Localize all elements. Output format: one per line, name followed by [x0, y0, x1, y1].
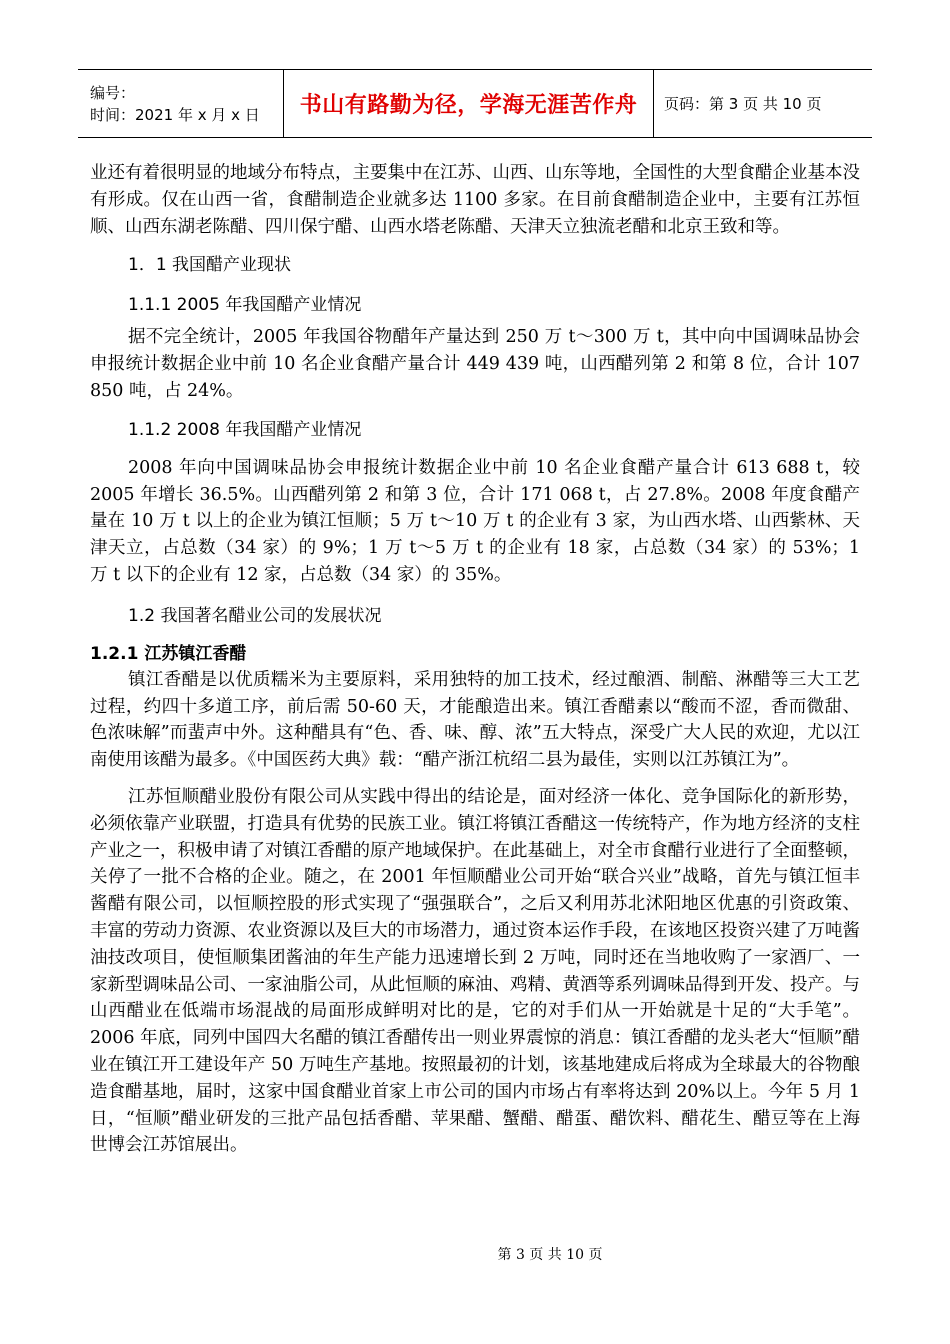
header-page-label: 页码：第 3 页 共 10 页 — [664, 95, 822, 113]
paragraph-2: 据不完全统计，2005 年我国谷物醋年产量达到 250 万 t～300 万 t，其中向中国调味品协会申报统计数据企业中前 10 名企业食醋产量合计 449 439 吨，山西醋列第 2 和第 8 位，合计 107 850 吨，占 24%。 — [90, 327, 860, 401]
header-meta — [78, 70, 283, 137]
paragraph-5: 江苏恒顺醋业股份有限公司从实践中得出的结论是，面对经济一体化、竞争国际化的新形势，必须依靠产业联盟，打造具有优势的民族工业。镇江将镇江香醋这一传统特产，作为地方经济的支柱产业之一，积极申请了对镇江香醋的原产地域保护。在此基础上，对全市食醋行业进行了全面整顿，关停了一批不合格的企业。随之，在 2001 年恒顺醋业公司开始“联合兴业”战略，首先与镇江恒丰酱醋有限公司，以恒顺控股的形式实现了“强强联合”，之后又利用苏北沭阳地区优惠的引资政策、丰富的劳动力资源、农业资源以及巨大的市场潜力，通过资本运作手段，在该地区投资兴建了万吨酱油技改项目，使恒顺集团酱油的年生产能力迅速增长到 2 万吨，同时还在当地收购了一家酒厂、一家新型调味品公司、一家油脂公司，从此恒顺的麻油、鸡精、黄酒等系列调味品得到开发、投产。与山西醋业在低端市场混战的局面形成鲜明对比的是，它的对手们从一开始就是十足的“大手笔”。2006 年底，同列中国四大名醋的镇江香醋传出一则业界震惊的消息：镇江香醋的龙头老大“恒顺”醋业在镇江开工建设年产 50 万吨生产基地。按照最初的计划，该基地建成后将成为全球最大的谷物酿造食醋基地，届时，这家中国食醋业首家上市公司的国内市场占有率将达到 20%以上。今年 5 月 1 日，“恒顺”醋业研发的三批产品包括香醋、苹果醋、蟹醋、醋蛋、醋饮料、醋花生、醋豆等在上海世博会江苏馆展出。 — [90, 786, 860, 1156]
section-heading-1-2: 1.2 我国著名醋业公司的发展状况 — [128, 605, 382, 626]
header-motto: 书山有路勤为径，学海无涯苦作舟 — [299, 93, 638, 118]
paragraph-3: 2008 年向中国调味品协会申报统计数据企业中前 10 名企业食醋产量合计 613 688 t，较 2005 年增长 36.5%。山西醋列第 2 和第 3 位，合计 171 068 t，占 27.8%。2008 年度食醋产量在 10 万 t 以上的企业为镇江恒顺；5 万 t～10 万 t 的企业有 3 家，为山西水塔、山西紫林、天津天立，占总数（34 家）的 9%；1 万 t～5 万 t 的企业有 18 家，占总数（34 家）的 53%；1 万 t 以下的企业有 12 家，占总数（34 家）的 35%。 — [90, 457, 860, 585]
section-heading-1-1-2: 1.1.2 2008 年我国醋产业情况 — [128, 419, 362, 440]
paragraph-1: 业还有着很明显的地域分布特点，主要集中在江苏、山西、山东等地，全国性的大型食醋企业基本没有形成。仅在山西一省，食醋制造企业就多达 1100 多家。在目前食醋制造企业中，主要有江苏恒顺、山西东湖老陈醋、四川保宁醋、山西水塔老陈醋、天津天立独流老醋和北京王致和等。 — [90, 163, 860, 237]
paragraph-4: 镇江香醋是以优质糯米为主要原料，采用独特的加工技术，经过酿酒、制醅、淋醋等三大工艺过程，约四十多道工序，前后需 50-60 天，才能酿造出来。镇江香醋素以“酸而不涩，香而微甜、色浓味解”而蜚声中外。这种醋具有“色、香、味、醇、浓”五大特点，深受广大人民的欢迎，尤以江南使用该醋为最多。《中国医药大典》载：“醋产浙江杭绍二县为最佳，实则以江苏镇江为”。 — [90, 669, 860, 771]
document-body — [90, 160, 860, 1159]
page-header — [78, 69, 872, 138]
header-page-cell — [654, 70, 872, 137]
section-heading-1-2-1: 1.2.1 江苏镇江香醋 — [90, 643, 247, 664]
section-heading-1-1-1: 1.1.1 2005 年我国醋产业情况 — [128, 295, 362, 316]
document-number-label: 编号： — [90, 83, 136, 102]
document-time-label: 时间：2021 年 x 月 x 日 — [90, 105, 260, 124]
page-footer: 第 3 页 共 10 页 — [497, 1247, 603, 1263]
section-heading-1-1: 1．1 我国醋产业现状 — [128, 255, 292, 276]
header-motto-cell — [283, 70, 654, 137]
